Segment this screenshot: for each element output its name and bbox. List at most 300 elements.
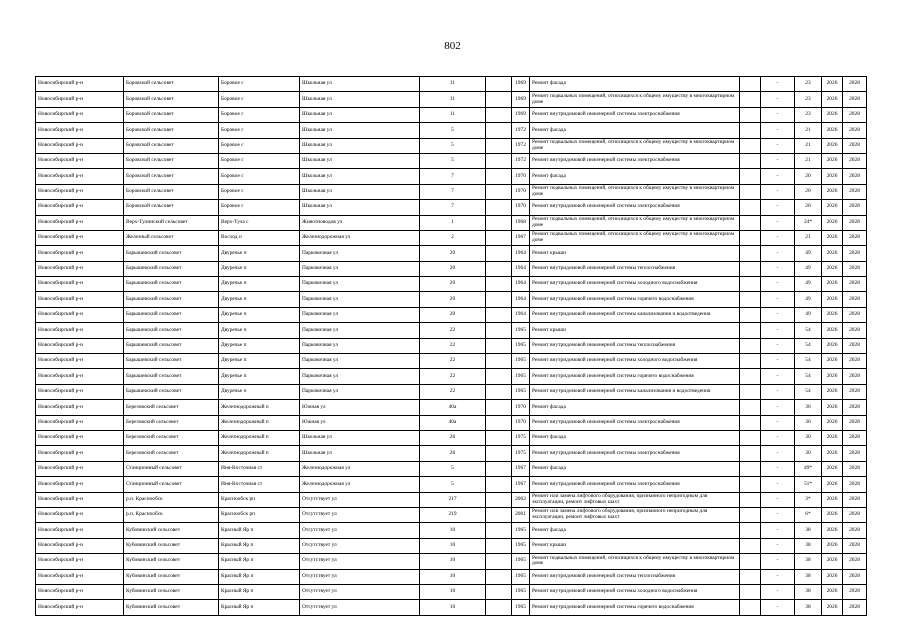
dash-cell: -: [761, 338, 795, 353]
house-number-cell: 5: [420, 461, 486, 476]
dash-cell: -: [761, 307, 795, 322]
area-cell: [740, 584, 761, 599]
year-cell: 1964: [512, 277, 530, 292]
street-cell: Железнодорожная ул: [300, 461, 420, 476]
district-cell: Новосибирский р-н: [36, 400, 124, 415]
table-row: [36, 277, 867, 292]
dash-cell: -: [761, 200, 795, 215]
start-year-cell: 2026: [822, 123, 843, 138]
end-year-cell: 2028: [843, 246, 867, 261]
locality-cell: Двуречье п: [219, 338, 300, 353]
locality-cell: Боровое с: [219, 200, 300, 215]
end-year-cell: 2028: [843, 523, 867, 538]
district-cell: Новосибирский р-н: [36, 123, 124, 138]
table-row: [36, 338, 867, 353]
building-cell: [486, 277, 512, 292]
start-year-cell: 2026: [822, 138, 843, 153]
cost-cell: 21: [795, 138, 822, 153]
area-cell: [740, 554, 761, 569]
dash-cell: -: [761, 215, 795, 230]
end-year-cell: 2028: [843, 215, 867, 230]
table-row: [36, 200, 867, 215]
locality-cell: Боровое с: [219, 138, 300, 153]
house-number-cell: 7: [420, 200, 486, 215]
house-number-cell: 22: [420, 384, 486, 399]
house-number-cell: 10: [420, 538, 486, 553]
end-year-cell: 2028: [843, 338, 867, 353]
building-cell: [486, 600, 512, 615]
year-cell: 1964: [512, 261, 530, 276]
table-row: [36, 354, 867, 369]
locality-cell: Боровое с: [219, 123, 300, 138]
house-number-cell: 26: [420, 446, 486, 461]
dash-cell: -: [761, 538, 795, 553]
work-type-cell: Ремонт внутридомовой инженерной системы горячего водоснабжения: [530, 292, 740, 307]
building-cell: [486, 138, 512, 153]
table-row: [36, 584, 867, 599]
settlement-council-cell: Боровской сельсовет: [124, 92, 219, 107]
settlement-council-cell: Кубовинский сельсовет: [124, 554, 219, 569]
locality-cell: Красный Яр п: [219, 554, 300, 569]
building-cell: [486, 400, 512, 415]
street-cell: Парковочная ул: [300, 292, 420, 307]
area-cell: [740, 323, 761, 338]
settlement-council-cell: р.п. Краснообск: [124, 507, 219, 522]
dash-cell: -: [761, 477, 795, 492]
start-year-cell: 2026: [822, 538, 843, 553]
dash-cell: -: [761, 430, 795, 445]
end-year-cell: 2028: [843, 492, 867, 507]
work-type-cell: Ремонт подвальных помещений, относящихся к общему имуществу в многоквартирном доме: [530, 138, 740, 153]
dash-cell: -: [761, 554, 795, 569]
building-cell: [486, 569, 512, 584]
work-type-cell: Ремонт подвальных помещений, относящихся к общему имуществу в многоквартирном доме: [530, 554, 740, 569]
house-number-cell: 20: [420, 292, 486, 307]
settlement-council-cell: Березовский сельсовет: [124, 400, 219, 415]
settlement-council-cell: Барышевский сельсовет: [124, 323, 219, 338]
work-type-cell: Ремонт фасада: [530, 169, 740, 184]
building-cell: [486, 323, 512, 338]
cost-cell: 38: [795, 569, 822, 584]
start-year-cell: 2026: [822, 323, 843, 338]
cost-cell: 20: [795, 200, 822, 215]
cost-cell: 54: [795, 354, 822, 369]
area-cell: [740, 338, 761, 353]
cost-cell: 49: [795, 277, 822, 292]
table-row: [36, 307, 867, 322]
table-row: [36, 446, 867, 461]
district-cell: Новосибирский р-н: [36, 230, 124, 245]
house-number-cell: 7: [420, 184, 486, 199]
end-year-cell: 2028: [843, 138, 867, 153]
area-cell: [740, 369, 761, 384]
work-type-cell: Ремонт подвальных помещений, относящихся к общему имуществу в многоквартирном доме: [530, 230, 740, 245]
street-cell: Парковочная ул: [300, 338, 420, 353]
start-year-cell: 2026: [822, 384, 843, 399]
settlement-council-cell: Боровской сельсовет: [124, 138, 219, 153]
cost-cell: 49: [795, 292, 822, 307]
district-cell: Новосибирский р-н: [36, 261, 124, 276]
settlement-council-cell: Боровской сельсовет: [124, 77, 219, 92]
cost-cell: 38: [795, 523, 822, 538]
work-type-cell: Ремонт внутридомовой инженерной системы теплоснабжения: [530, 261, 740, 276]
area-cell: [740, 415, 761, 430]
locality-cell: Восход п: [219, 230, 300, 245]
dash-cell: -: [761, 246, 795, 261]
end-year-cell: 2028: [843, 230, 867, 245]
street-cell: Железнодорожная ул: [300, 230, 420, 245]
end-year-cell: 2028: [843, 323, 867, 338]
work-type-cell: Ремонт внутридомовой инженерной системы электроснабжения: [530, 153, 740, 168]
work-type-cell: Ремонт фасада: [530, 77, 740, 92]
start-year-cell: 2026: [822, 461, 843, 476]
year-cell: 1964: [512, 246, 530, 261]
end-year-cell: 2028: [843, 153, 867, 168]
cost-cell: 54: [795, 384, 822, 399]
district-cell: Новосибирский р-н: [36, 184, 124, 199]
building-cell: [486, 430, 512, 445]
street-cell: Парковочная ул: [300, 307, 420, 322]
building-cell: [486, 92, 512, 107]
house-number-cell: 2: [420, 230, 486, 245]
district-cell: Новосибирский р-н: [36, 153, 124, 168]
building-cell: [486, 554, 512, 569]
street-cell: Отсутствует ул: [300, 538, 420, 553]
cost-cell: 21: [795, 230, 822, 245]
street-cell: Школьная ул: [300, 200, 420, 215]
area-cell: [740, 169, 761, 184]
dash-cell: -: [761, 184, 795, 199]
settlement-council-cell: Боровской сельсовет: [124, 169, 219, 184]
work-type-cell: Ремонт внутридомовой инженерной системы канализования и водоотведения: [530, 307, 740, 322]
area-cell: [740, 261, 761, 276]
cost-cell: 49: [795, 261, 822, 276]
street-cell: Школьная ул: [300, 92, 420, 107]
dash-cell: -: [761, 569, 795, 584]
street-cell: Отсутствует ул: [300, 523, 420, 538]
cost-cell: 54: [795, 323, 822, 338]
end-year-cell: 2028: [843, 538, 867, 553]
cost-cell: 54: [795, 338, 822, 353]
table-row: [36, 261, 867, 276]
start-year-cell: 2026: [822, 507, 843, 522]
work-type-cell: Ремонт крыши: [530, 246, 740, 261]
cost-cell: 49*: [795, 461, 822, 476]
locality-cell: Железнодорожный п: [219, 400, 300, 415]
cost-cell: 23: [795, 92, 822, 107]
end-year-cell: 2028: [843, 600, 867, 615]
table-row: [36, 554, 867, 569]
year-cell: 1967: [512, 230, 530, 245]
settlement-council-cell: Кубовинский сельсовет: [124, 600, 219, 615]
cost-cell: 20: [795, 169, 822, 184]
area-cell: [740, 492, 761, 507]
building-cell: [486, 523, 512, 538]
year-cell: 1969: [512, 107, 530, 122]
settlement-council-cell: Кубовинский сельсовет: [124, 523, 219, 538]
year-cell: 1968: [512, 215, 530, 230]
work-type-cell: Ремонт фасада: [530, 461, 740, 476]
cost-cell: 21: [795, 123, 822, 138]
dash-cell: -: [761, 354, 795, 369]
area-cell: [740, 430, 761, 445]
year-cell: 1972: [512, 123, 530, 138]
dash-cell: -: [761, 261, 795, 276]
area-cell: [740, 523, 761, 538]
building-cell: [486, 338, 512, 353]
table-row: [36, 600, 867, 615]
year-cell: 1964: [512, 307, 530, 322]
settlement-council-cell: Барышевский сельсовет: [124, 246, 219, 261]
locality-cell: Верх-Тула с: [219, 215, 300, 230]
dash-cell: -: [761, 384, 795, 399]
cost-cell: 30: [795, 446, 822, 461]
locality-cell: Красный Яр п: [219, 538, 300, 553]
work-type-cell: Ремонт фасада: [530, 523, 740, 538]
work-type-cell: Ремонт фасада: [530, 123, 740, 138]
building-cell: [486, 200, 512, 215]
district-cell: Новосибирский р-н: [36, 292, 124, 307]
year-cell: 1970: [512, 415, 530, 430]
house-number-cell: 10: [420, 600, 486, 615]
house-number-cell: 22: [420, 323, 486, 338]
settlement-council-cell: Березовский сельсовет: [124, 415, 219, 430]
cost-cell: 38: [795, 600, 822, 615]
work-type-cell: Ремонт внутридомовой инженерной системы горячего водоснабжения: [530, 369, 740, 384]
year-cell: 1965: [512, 523, 530, 538]
start-year-cell: 2026: [822, 584, 843, 599]
year-cell: 1967: [512, 477, 530, 492]
year-cell: 1972: [512, 153, 530, 168]
district-cell: Новосибирский р-н: [36, 477, 124, 492]
dash-cell: -: [761, 153, 795, 168]
district-cell: Новосибирский р-н: [36, 384, 124, 399]
dash-cell: -: [761, 600, 795, 615]
dash-cell: -: [761, 369, 795, 384]
area-cell: [740, 77, 761, 92]
street-cell: Школьная ул: [300, 107, 420, 122]
area-cell: [740, 354, 761, 369]
dash-cell: -: [761, 461, 795, 476]
start-year-cell: 2026: [822, 261, 843, 276]
end-year-cell: 2028: [843, 77, 867, 92]
end-year-cell: 2028: [843, 430, 867, 445]
locality-cell: Двуречье п: [219, 246, 300, 261]
street-cell: Отсутствует ул: [300, 584, 420, 599]
cost-cell: 3*: [795, 492, 822, 507]
street-cell: Железнодорожная ул: [300, 477, 420, 492]
start-year-cell: 2026: [822, 369, 843, 384]
dash-cell: -: [761, 77, 795, 92]
street-cell: Южная ул: [300, 415, 420, 430]
district-cell: Новосибирский р-н: [36, 430, 124, 445]
street-cell: Отсутствует ул: [300, 600, 420, 615]
district-cell: Новосибирский р-н: [36, 446, 124, 461]
settlement-council-cell: Барышевский сельсовет: [124, 292, 219, 307]
end-year-cell: 2028: [843, 169, 867, 184]
locality-cell: Двуречье п: [219, 307, 300, 322]
district-cell: Новосибирский р-н: [36, 538, 124, 553]
district-cell: Новосибирский р-н: [36, 354, 124, 369]
work-type-cell: Ремонт внутридомовой инженерной системы электроснабжения: [530, 107, 740, 122]
work-type-cell: Ремонт внутридомовой инженерной системы холодного водоснабжения: [530, 354, 740, 369]
end-year-cell: 2028: [843, 584, 867, 599]
work-type-cell: Ремонт крыши: [530, 538, 740, 553]
settlement-council-cell: Боровской сельсовет: [124, 184, 219, 199]
page-number: 802: [444, 40, 461, 52]
start-year-cell: 2026: [822, 230, 843, 245]
year-cell: 1965: [512, 569, 530, 584]
table-row: [36, 123, 867, 138]
start-year-cell: 2026: [822, 77, 843, 92]
start-year-cell: 2026: [822, 246, 843, 261]
work-type-cell: Ремонт внутридомовой инженерной системы электроснабжения: [530, 415, 740, 430]
year-cell: 1970: [512, 400, 530, 415]
end-year-cell: 2028: [843, 184, 867, 199]
house-number-cell: 1: [420, 215, 486, 230]
house-number-cell: 10: [420, 523, 486, 538]
dash-cell: -: [761, 123, 795, 138]
table-row: [36, 77, 867, 92]
start-year-cell: 2026: [822, 107, 843, 122]
year-cell: 1970: [512, 200, 530, 215]
area-cell: [740, 400, 761, 415]
dash-cell: -: [761, 292, 795, 307]
work-type-cell: Ремонт внутридомовой инженерной системы теплоснабжения: [530, 569, 740, 584]
settlement-council-cell: Барышевский сельсовет: [124, 261, 219, 276]
end-year-cell: 2028: [843, 92, 867, 107]
house-number-cell: 40а: [420, 400, 486, 415]
table-row: [36, 184, 867, 199]
locality-cell: Красный Яр п: [219, 584, 300, 599]
start-year-cell: 2026: [822, 92, 843, 107]
table-row: [36, 507, 867, 522]
building-cell: [486, 307, 512, 322]
locality-cell: Двуречье п: [219, 261, 300, 276]
district-cell: Новосибирский р-н: [36, 492, 124, 507]
locality-cell: Боровое с: [219, 184, 300, 199]
table-row: [36, 569, 867, 584]
year-cell: 1970: [512, 169, 530, 184]
table-row: [36, 461, 867, 476]
house-number-cell: 11: [420, 92, 486, 107]
locality-cell: Красный Яр п: [219, 569, 300, 584]
house-number-cell: 219: [420, 507, 486, 522]
start-year-cell: 2026: [822, 200, 843, 215]
settlement-council-cell: Барышевский сельсовет: [124, 277, 219, 292]
house-number-cell: 20: [420, 307, 486, 322]
area-cell: [740, 277, 761, 292]
district-cell: Новосибирский р-н: [36, 307, 124, 322]
locality-cell: Иня-Восточная ст: [219, 461, 300, 476]
end-year-cell: 2028: [843, 477, 867, 492]
settlement-council-cell: Боровской сельсовет: [124, 123, 219, 138]
street-cell: Отсутствует ул: [300, 492, 420, 507]
year-cell: 1965: [512, 338, 530, 353]
cost-cell: 23: [795, 107, 822, 122]
start-year-cell: 2026: [822, 430, 843, 445]
work-type-cell: Ремонт или замена лифтового оборудования, признанного непригодным для эксплуатации, ремонт лифтовых шахт: [530, 492, 740, 507]
locality-cell: Двуречье п: [219, 277, 300, 292]
building-cell: [486, 492, 512, 507]
street-cell: Парковочная ул: [300, 384, 420, 399]
work-type-cell: Ремонт внутридомовой инженерной системы горячего водоснабжения: [530, 600, 740, 615]
settlement-council-cell: Барышевский сельсовет: [124, 338, 219, 353]
year-cell: 1965: [512, 600, 530, 615]
table-row: [36, 215, 867, 230]
locality-cell: Боровое с: [219, 107, 300, 122]
year-cell: 1965: [512, 384, 530, 399]
year-cell: 1972: [512, 138, 530, 153]
start-year-cell: 2026: [822, 477, 843, 492]
dash-cell: -: [761, 169, 795, 184]
locality-cell: Красный Яр п: [219, 523, 300, 538]
settlement-council-cell: Березовский сельсовет: [124, 446, 219, 461]
table-row: [36, 369, 867, 384]
district-cell: Новосибирский р-н: [36, 323, 124, 338]
work-type-cell: Ремонт внутридомовой инженерной системы холодного водоснабжения: [530, 584, 740, 599]
settlement-council-cell: Кубовинский сельсовет: [124, 569, 219, 584]
cost-cell: 38: [795, 538, 822, 553]
cost-cell: 30: [795, 430, 822, 445]
area-cell: [740, 384, 761, 399]
year-cell: 1967: [512, 461, 530, 476]
table-row: [36, 92, 867, 107]
settlement-council-cell: Железный сельсовет: [124, 230, 219, 245]
house-number-cell: 20: [420, 277, 486, 292]
year-cell: 1975: [512, 430, 530, 445]
district-cell: Новосибирский р-н: [36, 569, 124, 584]
table-row: [36, 246, 867, 261]
locality-cell: Краснообск рп: [219, 507, 300, 522]
building-cell: [486, 123, 512, 138]
house-number-cell: 40а: [420, 415, 486, 430]
street-cell: Животноводов ул: [300, 215, 420, 230]
year-cell: 1965: [512, 323, 530, 338]
cost-cell: 38: [795, 584, 822, 599]
building-cell: [486, 477, 512, 492]
locality-cell: Двуречье п: [219, 354, 300, 369]
settlement-council-cell: Боровской сельсовет: [124, 200, 219, 215]
table-row: [36, 400, 867, 415]
work-type-cell: Ремонт внутридомовой инженерной системы электроснабжения: [530, 200, 740, 215]
area-cell: [740, 200, 761, 215]
end-year-cell: 2028: [843, 461, 867, 476]
table-row: [36, 492, 867, 507]
dash-cell: -: [761, 584, 795, 599]
house-number-cell: 5: [420, 477, 486, 492]
start-year-cell: 2026: [822, 415, 843, 430]
area-cell: [740, 153, 761, 168]
end-year-cell: 2028: [843, 554, 867, 569]
street-cell: Школьная ул: [300, 184, 420, 199]
dash-cell: -: [761, 323, 795, 338]
cost-cell: 54: [795, 369, 822, 384]
start-year-cell: 2026: [822, 169, 843, 184]
district-cell: Новосибирский р-н: [36, 92, 124, 107]
year-cell: 2002: [512, 492, 530, 507]
start-year-cell: 2026: [822, 446, 843, 461]
year-cell: 1964: [512, 292, 530, 307]
cost-cell: 21: [795, 153, 822, 168]
end-year-cell: 2028: [843, 384, 867, 399]
district-cell: Новосибирский р-н: [36, 246, 124, 261]
district-cell: Новосибирский р-н: [36, 461, 124, 476]
street-cell: Парковочная ул: [300, 246, 420, 261]
start-year-cell: 2026: [822, 492, 843, 507]
dash-cell: -: [761, 138, 795, 153]
building-cell: [486, 446, 512, 461]
